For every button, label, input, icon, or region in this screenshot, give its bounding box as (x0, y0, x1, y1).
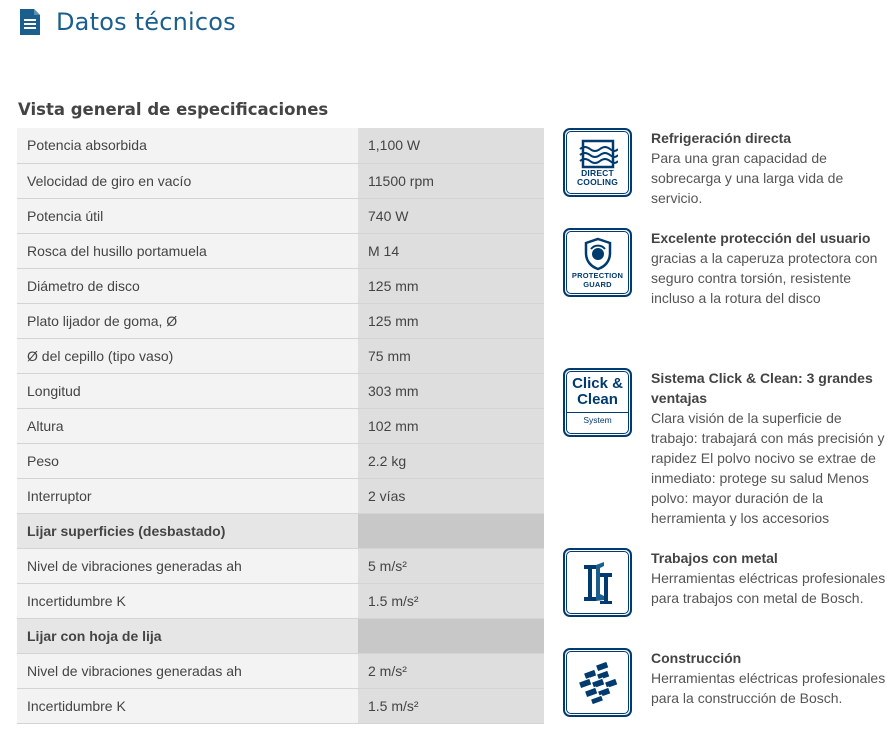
spec-key: Nivel de vibraciones generadas ah (17, 653, 358, 688)
feature-title: Trabajos con metal (651, 550, 778, 566)
spec-row (17, 548, 544, 583)
spec-key: Altura (17, 408, 358, 443)
spec-row (17, 408, 544, 443)
spec-value: 2 m/s² (358, 653, 544, 688)
feature-construction (563, 648, 887, 717)
spec-row (17, 583, 544, 618)
section-title: Vista general de especificaciones (18, 100, 329, 119)
spec-key: Longitud (17, 373, 358, 408)
feature-title: Sistema Click & Clean: 3 grandes ventajas (651, 370, 873, 406)
feature-title: Excelente protección del usuario (651, 230, 871, 246)
spec-key: Incertidumbre K (17, 583, 358, 618)
spec-row (17, 688, 544, 723)
spec-value: 1.5 m/s² (358, 583, 544, 618)
spec-key: Peso (17, 443, 358, 478)
feature-description: Clara visión de la superficie de trabajo: trabajará con más precisión y rapidez El polvo nocivo se extrae de inmediato: protege su salud Menos polvo: mayor duración de la herramienta y los accesorios (651, 410, 885, 526)
protection-guard-icon (563, 228, 632, 297)
click-and-clean-icon (563, 368, 632, 437)
click-clean-icon-label-3: System (567, 412, 628, 425)
page-header (18, 8, 236, 36)
spec-key: Ø del cepillo (tipo vaso) (17, 338, 358, 373)
spec-key: Potencia absorbida (17, 128, 358, 163)
spec-value: 11500 rpm (358, 163, 544, 198)
spec-value: 125 mm (358, 268, 544, 303)
spec-row (17, 198, 544, 233)
direct-cooling-icon (563, 128, 632, 197)
spec-row (17, 163, 544, 198)
brick-wall-icon (563, 648, 632, 717)
spec-row (17, 478, 544, 513)
spec-key: Incertidumbre K (17, 688, 358, 723)
feature-metal-work (563, 548, 887, 617)
feature-description: gracias a la caperuza protectora con seguro contra torsión, resistente incluso a la rotura del disco (651, 250, 878, 306)
spec-row (17, 338, 544, 373)
page-title: Datos técnicos (56, 8, 236, 36)
spec-key: Interruptor (17, 478, 358, 513)
spec-value: M 14 (358, 233, 544, 268)
spec-value: 5 m/s² (358, 548, 544, 583)
spec-value: 740 W (358, 198, 544, 233)
spec-value: 303 mm (358, 373, 544, 408)
spec-key: Nivel de vibraciones generadas ah (17, 548, 358, 583)
spec-row (17, 233, 544, 268)
direct-cooling-icon-label-2: COOLING (576, 176, 619, 187)
spec-row (17, 443, 544, 478)
feature-description: Herramientas eléctricas profesionales para trabajos con metal de Bosch. (651, 570, 886, 606)
spec-value: 125 mm (358, 303, 544, 338)
specifications-table (17, 128, 544, 724)
click-clean-icon-label-2: Clean (577, 391, 618, 408)
spec-key: Plato lijador de goma, Ø (17, 303, 358, 338)
spec-value: 2 vías (358, 478, 544, 513)
spec-group-value (358, 618, 544, 653)
spec-value: 75 mm (358, 338, 544, 373)
click-clean-icon-label-1: Click & (572, 375, 623, 392)
metal-beam-icon (563, 548, 632, 617)
spec-group-header (17, 618, 544, 653)
protection-guard-icon-label-1: PROTECTION (571, 270, 624, 280)
spec-key: Velocidad de giro en vacío (17, 163, 358, 198)
spec-value: 102 mm (358, 408, 544, 443)
document-icon (18, 8, 42, 36)
spec-key: Potencia útil (17, 198, 358, 233)
feature-title: Refrigeración directa (651, 130, 792, 146)
spec-group-header (17, 513, 544, 548)
spec-key: Rosca del husillo portamuela (17, 233, 358, 268)
spec-group-value (358, 513, 544, 548)
spec-row (17, 303, 544, 338)
spec-row (17, 128, 544, 163)
spec-value: 1,100 W (358, 128, 544, 163)
feature-description: Herramientas eléctricas profesionales para la construcción de Bosch. (651, 670, 886, 706)
feature-click-and-clean (563, 368, 887, 528)
spec-row (17, 268, 544, 303)
spec-row (17, 373, 544, 408)
spec-group-label: Lijar con hoja de lija (17, 618, 358, 653)
spec-value: 1.5 m/s² (358, 688, 544, 723)
spec-value: 2.2 kg (358, 443, 544, 478)
spec-group-label: Lijar superficies (desbastado) (17, 513, 358, 548)
feature-protection-guard (563, 228, 887, 308)
spec-key: Diámetro de disco (17, 268, 358, 303)
protection-guard-icon-label-2: GUARD (583, 279, 612, 289)
feature-title: Construcción (651, 650, 742, 666)
feature-description: Para una gran capacidad de sobrecarga y una larga vida de servicio. (651, 150, 844, 206)
spec-row (17, 653, 544, 688)
direct-cooling-icon-label-1: DIRECT (581, 167, 614, 178)
feature-direct-cooling (563, 128, 887, 208)
